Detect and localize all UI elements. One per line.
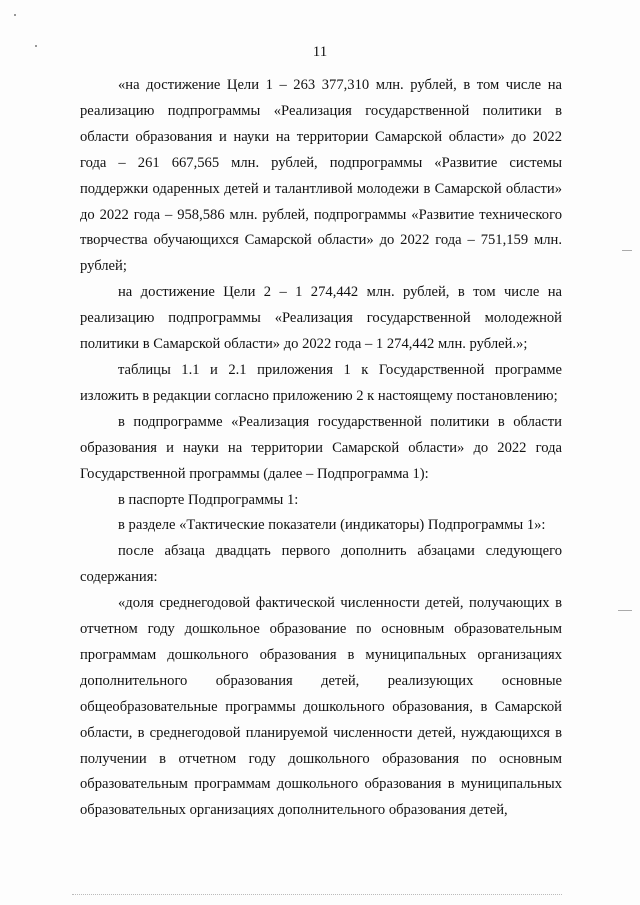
paragraph: «доля среднегодовой фактической численности детей, получающих в отчетном году дошкольное образование по основным образовательным программам дошкольного образования в муниципальных организациях дополнительного образования детей, реализующих основные общеобразовательные программы дошкольного образования, в Самарской области, в среднегодовой планируемой численности детей, нуждающихся в получении в отчетном году дошкольного образования по основным образовательным программам дошкольного образования в муниципальных образовательных организациях дополнительного образования детей, [80, 595, 562, 819]
body-text [80, 73, 562, 824]
paragraph: в подпрограмме «Реализация государственной политики в области образования и науки на территории Самарской области» до 2022 года Государственной программы (далее – Подпрограмма 1): [80, 413, 562, 482]
scan-edge-mark [622, 250, 632, 251]
paragraph: в разделе «Тактические показатели (индикаторы) Подпрограммы 1»: [118, 517, 546, 534]
scan-edge-mark [618, 610, 632, 611]
paragraph: таблицы 1.1 и 2.1 приложения 1 к Государственной программе изложить в редакции согласно приложению 2 к настоящему постановлению; [80, 361, 562, 404]
paragraph: после абзаца двадцать первого дополнить абзацами следующего содержания: [80, 543, 562, 586]
paragraph: «на достижение Цели 1 – 263 377,310 млн. рублей, в том числе на реализацию подпрограммы «Реализация государственной политики в области образования и науки на территории Самарской области» до 2022 года – 261 667,565 млн. рублей, подпрограммы «Развитие системы поддержки одаренных детей и талантливой молодежи в Самарской области» до 2022 года – 958,586 млн. рублей, подпрограммы «Развитие технического творчества обучающихся Самарской области» до 2022 года – 751,159 млн. рублей; [80, 77, 562, 275]
scan-artifact [14, 14, 16, 16]
paragraph: в паспорте Подпрограммы 1: [118, 491, 299, 508]
page-number: 11 [312, 44, 328, 60]
scan-bottom-edge [72, 894, 562, 896]
paragraph: на достижение Цели 2 – 1 274,442 млн. рублей, в том числе на реализацию подпрограммы «Реализация государственной молодежной политики в Самарской области» до 2022 года – 1 274,442 млн. рублей.»; [80, 284, 562, 353]
